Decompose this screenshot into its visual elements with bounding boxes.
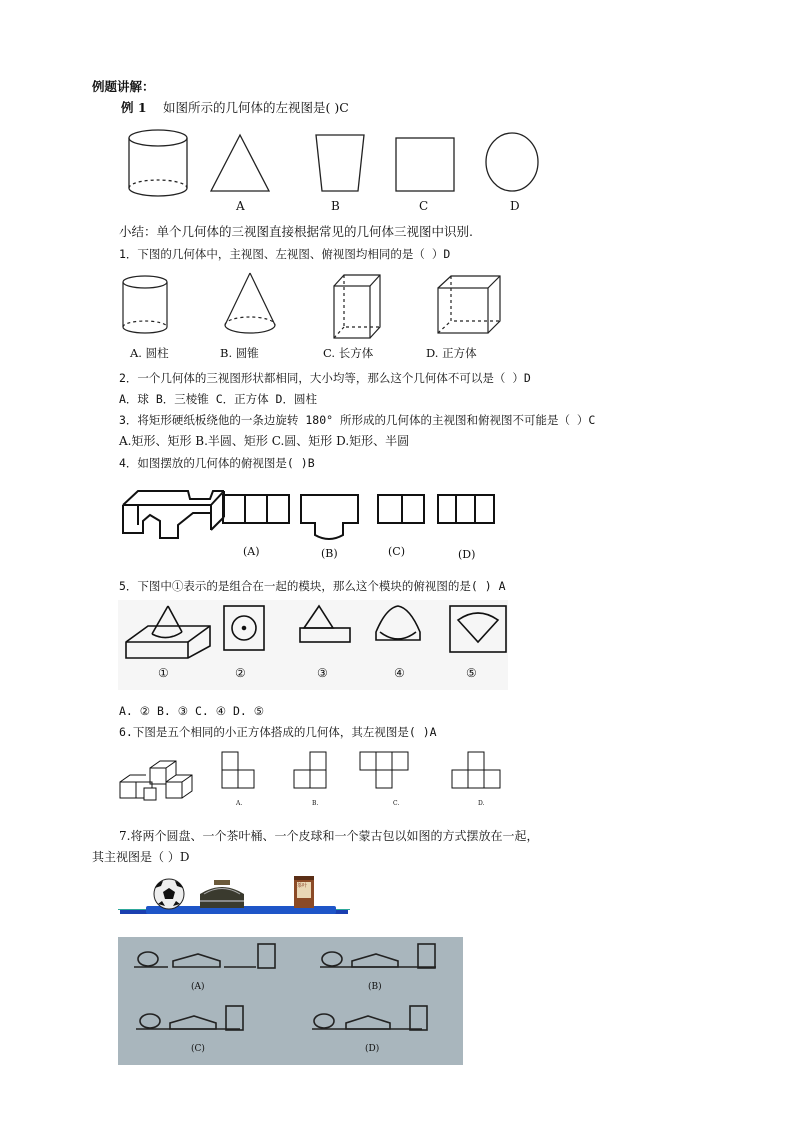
q6-figures bbox=[118, 748, 523, 808]
q6-option-d: D. bbox=[478, 800, 485, 807]
yurt-figure bbox=[200, 880, 244, 908]
cube-figure bbox=[438, 276, 500, 333]
tea-can-label: 茶叶 bbox=[297, 883, 308, 889]
q5-label-1: ① bbox=[158, 666, 169, 680]
front-view-option-b bbox=[320, 944, 436, 968]
front-view-option-a bbox=[134, 944, 275, 968]
cone-figure bbox=[225, 273, 275, 333]
top-view-option-d bbox=[438, 495, 494, 523]
q6-option-a: A. bbox=[236, 800, 243, 807]
view-option-2 bbox=[224, 606, 264, 650]
tea-can-figure bbox=[294, 876, 314, 908]
q5-label-3: ③ bbox=[317, 666, 328, 680]
q6-option-b: B. bbox=[312, 800, 319, 807]
notched-block-figure bbox=[123, 491, 224, 538]
top-view-option-c bbox=[378, 495, 424, 523]
q2-options: A．球 B．三棱锥 C．正方体 D．圆柱 bbox=[119, 392, 317, 406]
left-view-option-b bbox=[294, 752, 326, 788]
example1-question: 如图所示的几何体的左视图是( )C bbox=[163, 100, 349, 115]
soccer-ball-figure bbox=[154, 879, 184, 909]
q1-figures bbox=[118, 270, 508, 342]
front-view-option-c bbox=[136, 1006, 243, 1030]
left-view-option-a bbox=[222, 752, 254, 788]
q7-option-b: (B) bbox=[368, 982, 382, 992]
left-view-option-d bbox=[452, 752, 500, 788]
q4-option-c: (C) bbox=[388, 545, 405, 558]
example1-option-b: B bbox=[331, 199, 340, 213]
q7-option-figures bbox=[118, 937, 463, 1065]
view-option-3 bbox=[300, 606, 350, 642]
q6-question: 6.下图是五个相同的小正方体搭成的几何体，其左视图是( )A bbox=[119, 725, 437, 739]
cylinder-figure bbox=[129, 130, 187, 196]
q7-option-c: (C) bbox=[191, 1044, 205, 1054]
example1-option-d: D bbox=[510, 199, 520, 213]
five-cubes-figure bbox=[120, 761, 192, 800]
section-heading: 例题讲解： bbox=[92, 79, 155, 94]
q1-option-d: D. 正方体 bbox=[426, 346, 477, 360]
top-view-option-b bbox=[301, 495, 358, 539]
view-option-5 bbox=[450, 606, 506, 652]
example1-figures bbox=[120, 125, 540, 217]
q4-figures bbox=[118, 485, 498, 547]
example1-option-a: A bbox=[236, 199, 245, 213]
q7-question-line1: 7.将两个圆盘、一个茶叶桶、一个皮球和一个蒙古包以如图的方式摆放在一起， bbox=[119, 829, 539, 843]
q1-question: 1．下图的几何体中，主视图、左视图、俯视图均相同的是（ ）D bbox=[119, 247, 451, 261]
square-option-c bbox=[396, 138, 454, 191]
q4-option-a: (A) bbox=[243, 545, 260, 558]
q5-figures bbox=[118, 600, 508, 690]
q4-option-d: (D) bbox=[458, 548, 476, 561]
ellipse-option-d bbox=[486, 133, 538, 191]
top-view-option-a bbox=[223, 495, 289, 523]
triangle-option-a bbox=[211, 135, 269, 191]
example1-option-c: C bbox=[419, 199, 429, 213]
example1-title: 例 1 bbox=[121, 100, 147, 115]
view-option-4 bbox=[376, 606, 420, 640]
q5-label-5: ⑤ bbox=[466, 666, 477, 680]
q1-option-c: C. 长方体 bbox=[323, 346, 374, 360]
q7-question-line2: 其主视图是（ ）D bbox=[92, 850, 190, 864]
q3-question: 3．将矩形硬纸板绕他的一条边旋转 180° 所形成的几何体的主视图和俯视图不可能是（ ）C bbox=[119, 413, 596, 427]
q4-question: 4．如图摆放的几何体的俯视图是( )B bbox=[119, 456, 315, 470]
q7-scene-figure bbox=[118, 870, 350, 920]
q5-label-2: ② bbox=[235, 666, 246, 680]
cylinder-figure bbox=[123, 276, 167, 333]
trapezoid-option-b bbox=[316, 135, 364, 191]
module-figure bbox=[126, 606, 210, 658]
q4-option-b: (B) bbox=[321, 547, 338, 560]
q3-options: A.矩形、矩形 B.半圆、矩形 C.圆、矩形 D.矩形、半圆 bbox=[119, 434, 410, 448]
q5-question: 5．下图中①表示的是组合在一起的模块，那么这个模块的俯视图的是( ) A bbox=[119, 579, 506, 593]
left-view-option-c bbox=[360, 752, 408, 788]
cuboid-figure bbox=[334, 275, 380, 338]
q7-option-d: (D) bbox=[365, 1044, 380, 1054]
q2-question: 2．一个几何体的三视图形状都相同，大小均等，那么这个几何体不可以是（ ）D bbox=[119, 371, 531, 385]
q5-options: A. ② B. ③ C. ④ D. ⑤ bbox=[119, 704, 265, 718]
q6-option-c: C. bbox=[393, 800, 400, 807]
q7-option-a: (A) bbox=[191, 982, 205, 992]
q1-option-b: B. 圆锥 bbox=[220, 346, 259, 360]
front-view-option-d bbox=[312, 1006, 427, 1030]
summary-text: 小结：单个几何体的三视图直接根据常见的几何体三视图中识别. bbox=[119, 224, 473, 239]
q1-option-a: A. 圆柱 bbox=[130, 346, 169, 360]
q5-label-4: ④ bbox=[394, 666, 405, 680]
